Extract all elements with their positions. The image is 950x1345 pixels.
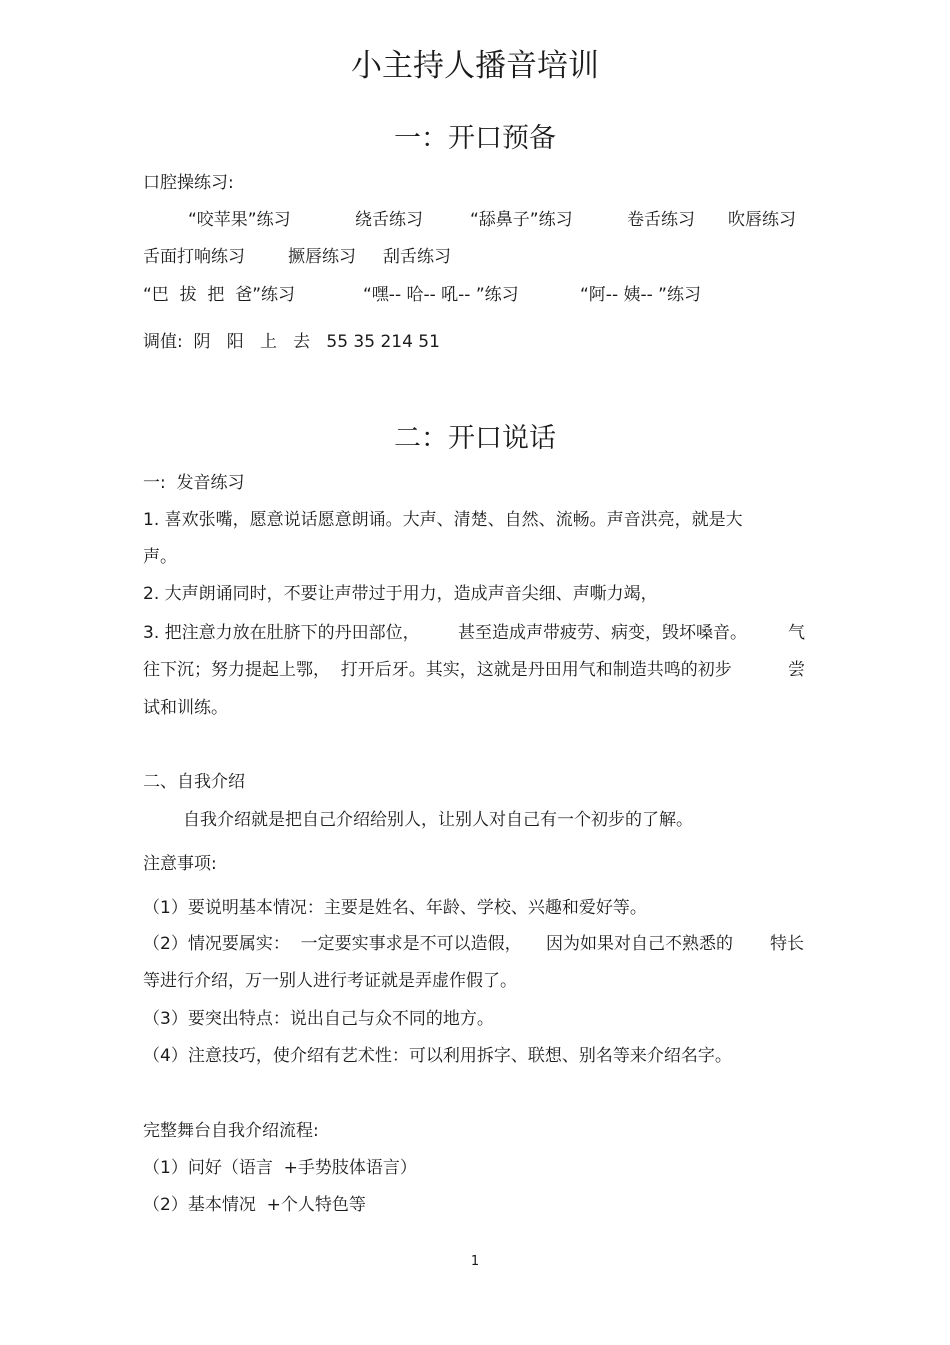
part-title-self-intro: 二、自我介绍 <box>143 772 245 792</box>
text-segment: 甚至造成声带疲劳、病变，毁坏嗓音。 <box>458 623 747 643</box>
page-number: 1 <box>470 1254 480 1269</box>
notes-label: 注意事项: <box>143 854 217 874</box>
paragraph-line: 自我介绍就是把自己介绍给别人，让别人对自己有一个初步的了解。 <box>183 810 693 830</box>
part-title-pronunciation: 一: 发音练习 <box>143 473 245 493</box>
flow-label: 完整舞台自我介绍流程: <box>143 1121 319 1141</box>
note-item: 等进行介绍，万一别人进行考证就是弄虚作假了。 <box>143 971 517 991</box>
paragraph-line: 1. 喜欢张嘴，愿意说话愿意朗诵。大声、清楚、自然、流畅。声音洪亮，就是大 <box>143 510 743 530</box>
paragraph-line: 声。 <box>143 547 177 567</box>
oral-exercise-label: 口腔操练习: <box>143 173 234 193</box>
exercise-item: 卷舌练习 <box>627 210 695 230</box>
note-item: （4）注意技巧，使介绍有艺术性：可以利用拆字、联想、别名等来介绍名字。 <box>143 1046 732 1066</box>
flow-step: （2）基本情况 +个人特色等 <box>143 1195 366 1215</box>
paragraph-line: 试和训练。 <box>143 698 228 718</box>
section-heading-1: 一：开口预备 <box>394 123 556 154</box>
exercise-item: 刮舌练习 <box>383 247 451 267</box>
exercise-item: “巴 拔 把 爸”练习 <box>143 285 296 305</box>
exercise-item: 舌面打响练习 <box>143 247 245 267</box>
text-segment: 特长 <box>770 934 804 954</box>
flow-step: （1）问好（语言 +手势肢体语言） <box>143 1158 417 1178</box>
document-title: 小主持人播音培训 <box>351 48 599 84</box>
tone-values-line: 调值: 阴 阳 上 去 55 35 214 51 <box>143 332 440 352</box>
text-segment: 气 <box>788 623 805 643</box>
text-segment: 3. 把注意力放在肚脐下的丹田部位， <box>143 623 420 643</box>
exercise-item: “阿-- 姨-- ”练习 <box>580 285 701 305</box>
paragraph-line <box>143 659 808 747</box>
section-heading-2: 二：开口说话 <box>394 423 556 454</box>
text-segment: 往下沉；努力提起上鄂， 打开后牙。其实，这就是丹田用气和制造共鸣的初步 <box>143 660 732 680</box>
exercise-item: 绕舌练习 <box>355 210 423 230</box>
note-item: （3）要突出特点：说出自己与众不同的地方。 <box>143 1009 494 1029</box>
note-item: （1）要说明基本情况：主要是姓名、年龄、学校、兴趣和爱好等。 <box>143 898 647 918</box>
text-segment: 因为如果对自己不熟悉的 <box>546 934 733 954</box>
exercise-item: 撅唇练习 <box>288 247 356 267</box>
exercise-item: “舔鼻子”练习 <box>470 210 573 230</box>
paragraph-line: 2. 大声朗诵同时，不要让声带过于用力，造成声音尖细、声嘶力竭， <box>143 584 658 604</box>
text-segment: 尝 <box>788 660 805 680</box>
exercise-item: 吹唇练习 <box>728 210 796 230</box>
exercise-item: “咬苹果”练习 <box>188 210 291 230</box>
exercise-item: “嘿-- 哈-- 吼-- ”练习 <box>363 285 519 305</box>
text-segment: （2）情况要属实： 一定要实事求是不可以造假， <box>143 934 522 954</box>
